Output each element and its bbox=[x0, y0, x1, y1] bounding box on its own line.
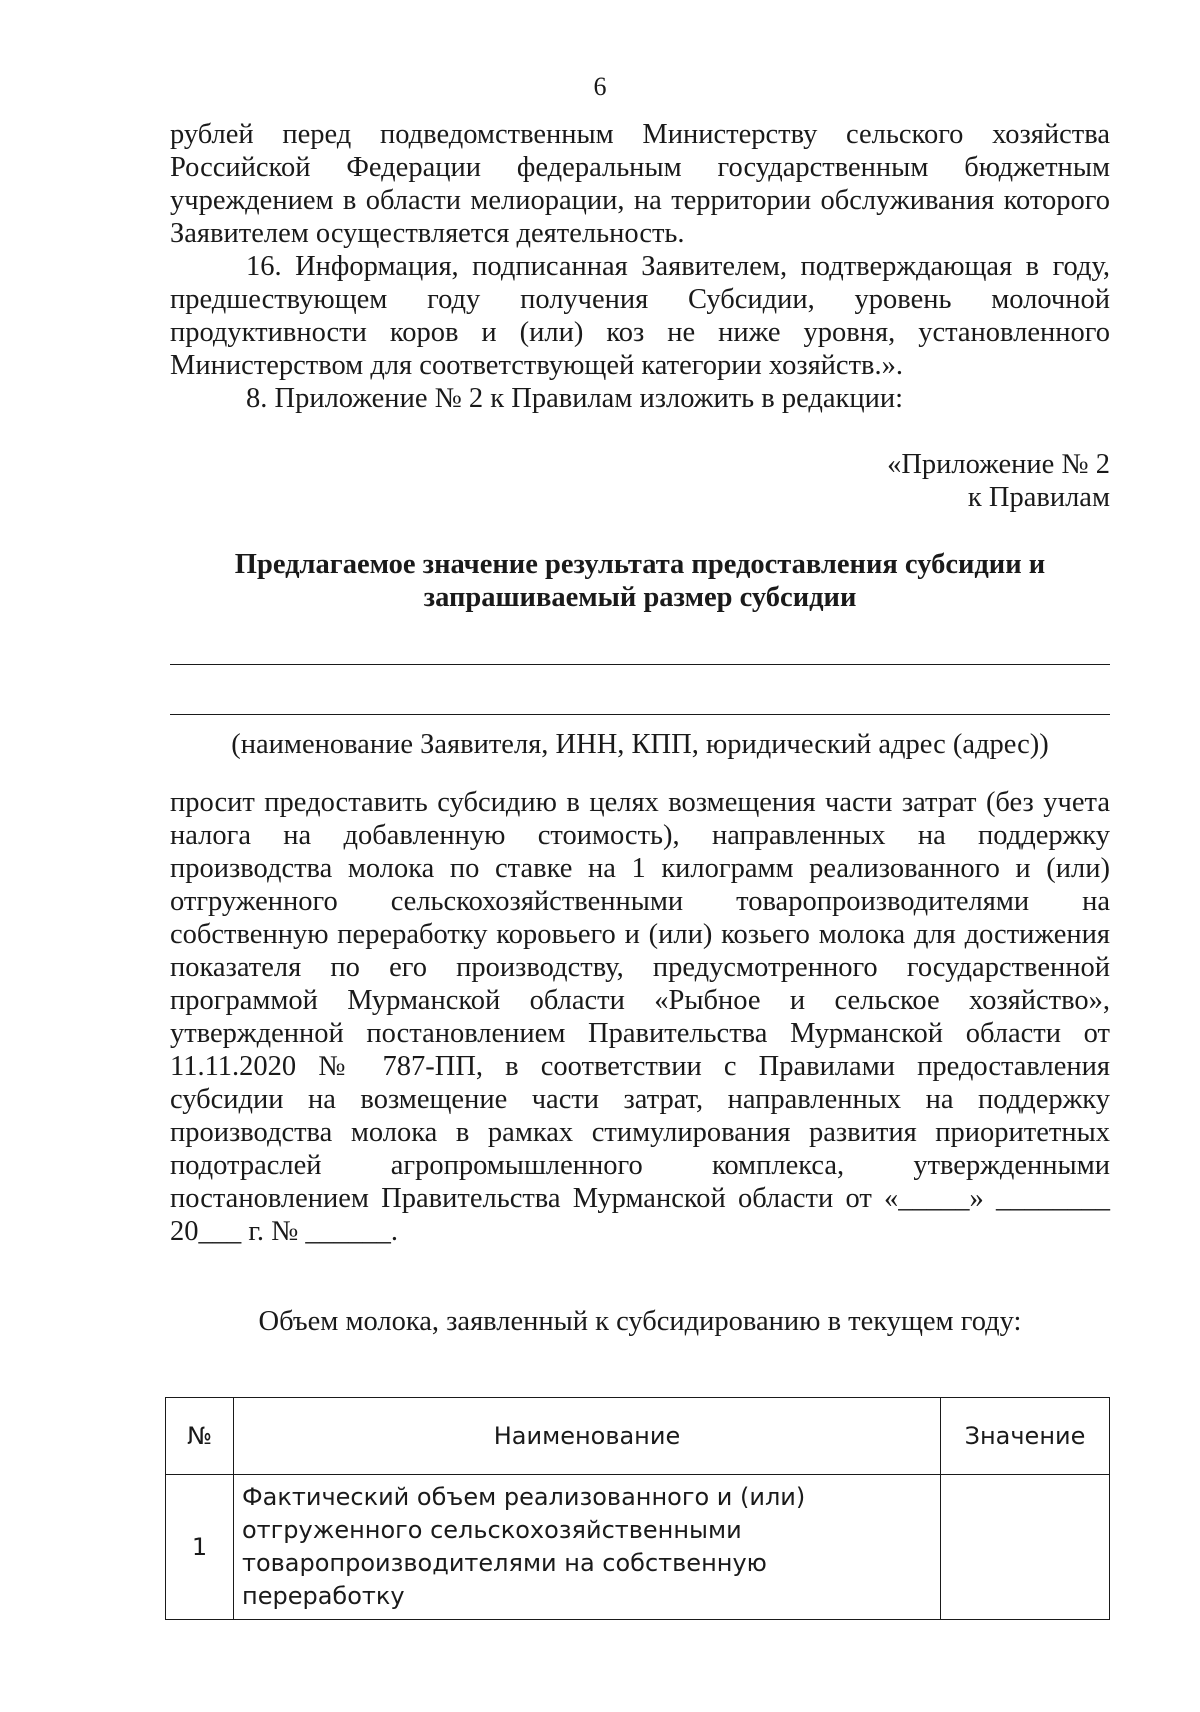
applicant-fill-line-2 bbox=[170, 714, 1110, 715]
milk-volume-table bbox=[165, 1397, 1110, 1620]
row-name bbox=[234, 1475, 941, 1620]
appendix-line-1: «Приложение № 2 bbox=[887, 449, 1110, 480]
header-name: Наименование bbox=[234, 1398, 941, 1475]
page-number: 6 bbox=[593, 72, 607, 101]
applicant-caption: (наименование Заявителя, ИНН, КПП, юридический адрес (адрес)) bbox=[231, 729, 1049, 760]
row-name-line: Фактический объем реализованного и (или) bbox=[242, 1483, 806, 1511]
form-heading bbox=[170, 548, 1110, 614]
appendix-line-2: к Правилам bbox=[967, 482, 1110, 513]
row-value[interactable] bbox=[941, 1475, 1110, 1620]
row-number: 1 bbox=[166, 1475, 234, 1620]
form-heading-line-1: Предлагаемое значение результата предоставления субсидии и bbox=[234, 549, 1046, 580]
header-value: Значение bbox=[941, 1398, 1110, 1475]
row-name-line: товаропроизводителями на собственную переработку bbox=[242, 1549, 767, 1610]
header-number: № bbox=[166, 1398, 234, 1475]
paragraph-meliorations: рублей перед подведомственным Министерству сельского хозяйства Российской Федерации федеральным государственным бюджетным учреждением в области мелиорации, на территории обслуживания которого Заявителем осуществляется деятельность. bbox=[170, 119, 1110, 249]
appendix-reference bbox=[887, 448, 1110, 514]
table-row bbox=[166, 1475, 1110, 1620]
table-header-row bbox=[166, 1398, 1110, 1475]
form-heading-line-2: запрашиваемый размер субсидии bbox=[423, 582, 857, 613]
paragraph-item-8: 8. Приложение № 2 к Правилам изложить в редакции: bbox=[246, 383, 904, 414]
request-paragraph: просит предоставить субсидию в целях возмещения части затрат (без учета налога на добавленную стоимость), направленных на поддержку производства молока по ставке на 1 килограмм реализованного и (или) отгруженного сельскохозяйственными товаропроизводителями на собственную переработку коровьего и (или) козьего молока для достижения показателя по его производству, предусмотренного государственной программой Мурманской области «Рыбное и сельское хозяйство», утвержденной постановлением Правительства Мурманской области от 11.11.2020 № 787-ПП, в соответствии с Правилами предоставления субсидии на возмещение части затрат, направленных на поддержку производства молока в рамках стимулирования развития приоритетных подотраслей агропромышленного комплекса, утвержденными постановлением Правительства Мурманской области от «_____» ________ 20___ г. № ______. bbox=[170, 787, 1110, 1247]
row-name-line: отгруженного сельскохозяйственными bbox=[242, 1516, 742, 1544]
applicant-fill-line-1 bbox=[170, 664, 1110, 665]
paragraph-item-16: 16. Информация, подписанная Заявителем, подтверждающая в году, предшествующем году получения Субсидии, уровень молочной продуктивности коров и (или) коз не ниже уровня, установленного Министерством для соответствующей категории хозяйств.». bbox=[170, 251, 1110, 381]
table-caption: Объем молока, заявленный к субсидированию в текущем году: bbox=[258, 1306, 1022, 1337]
